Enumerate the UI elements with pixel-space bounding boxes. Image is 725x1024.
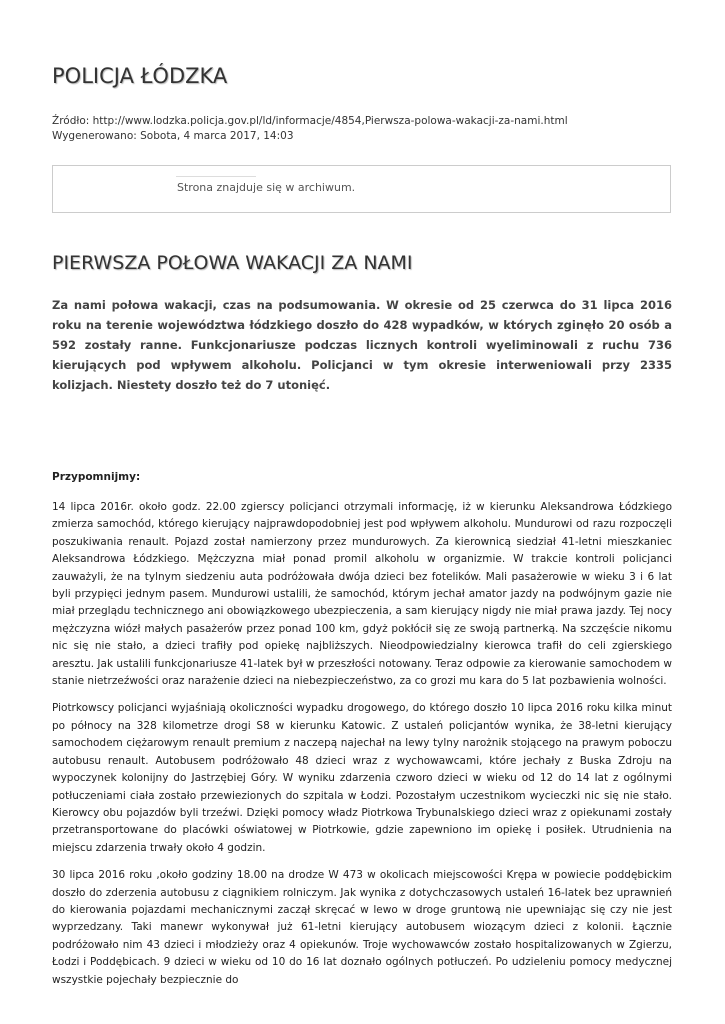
section-label: Przypomnijmy: [52, 471, 141, 483]
archive-notice-box [52, 165, 671, 213]
site-title: POLICJA ŁÓDZKA [52, 64, 228, 88]
archive-divider [176, 176, 256, 177]
body-paragraph: Piotrkowscy policjanci wyjaśniają okoliczności wypadku drogowego, do którego doszło 10 lipca 2016 roku kilka minut po północy na 328 kilometrze drogi S8 w kierunku Katowic. Z ustaleń policjantów wynika, że 38-letni kierujący samochodem ciężarowym renault premium z naczepą najechał na lewy tylny narożnik stojącego na prawym poboczu autobusu renault. Autobusem podróżowało 48 dzieci wraz z wychowawcami, które jechały z Buska Zdroju na wypoczynek kolonijny do Jastrzębiej Góry. W wyniku zdarzenia czworo dzieci w wieku od 12 do 14 lat z ogólnymi potłuczeniami ciała zostało przewiezionych do szpitala w Łodzi. Pozostałym uczestnikom wycieczki nic się nie stało. Kierowcy obu pojazdów byli trzeźwi. Dzięki pomocy władz Piotrkowa Trybunalskiego dzieci wraz z opiekunami zostały przetransportowane do placówki oświatowej w Piotrkowie, gdzie zapewniono im opiekę i posiłek. Utrudnienia na miejscu zdarzenia trwały około 4 godzin. [52, 702, 672, 854]
body-paragraph: 14 lipca 2016r. około godz. 22.00 zgierscy policjanci otrzymali informację, iż w kierunku Aleksandrowa Łódzkiego zmierza samochód, którego kierujący najprawdopodobniej jest pod wpływem alkoholu. Mundurowi od razu rozpoczęli poszukiwania renault. Pojazd został namierzony przez mundurowych. Za kierownicą siedział 41-letni mieszkaniec Aleksandrowa Łódzkiego. Mężczyzna miał ponad promil alkoholu w organizmie. W trakcie kontroli policjanci zauważyli, że na tylnym siedzeniu auta podróżowała dwója dzieci bez fotelików. Mali pasażerowie w wieku 3 i 6 lat byli przypięci jednym pasem. Mundurowi ustalili, że samochód, którym jechał amator jazdy na podwójnym gazie nie miał przeglądu technicznego ani obowiązkowego ubezpieczenia, a sam kierujący nigdy nie miał prawa jazdy. Tej nocy mężczyzna wiózł małych pasażerów przez ponad 100 km, gdyż pokłócił się ze swoją partnerką. Na szczęście nikomu nic się nie stało, a dzieci trafiły pod opiekę najbliższych. Nieodpowiedzialny kierowca trafił do celi zgierskiego aresztu. Jak ustalili funkcjonariusze 41-latek był w przeszłości notowany. Teraz odpowie za kierowanie samochodem w stanie nietrzeźwości oraz narażenie dzieci na niebezpieczeństwo, za co grozi mu kara do 5 lat pozbawienia wolności. [52, 501, 672, 688]
archive-notice-text: Strona znajduje się w archiwum. [177, 181, 356, 194]
article-body [52, 499, 672, 999]
generated-date: Wygenerowano: Sobota, 4 marca 2017, 14:03 [52, 130, 294, 142]
body-paragraph: 30 lipca 2016 roku ,około godziny 18.00 na drodze W 473 w okolicach miejscowości Krępa w powiecie poddębickim doszło do zderzenia autobusu z ciągnikiem rolniczym. Jak wynika z dotychczasowych ustaleń 16-latek bez uprawnień do kierowania pojazdami mechanicznymi zaczął skręcać w lewo w droge gruntową nie upewniając się czy nie jest wyprzedzany. Taki manewr wykonywał już 61-letni kierujący autobusem wiozącym dzieci z kolonii. Łącznie podróżowało nim 43 dzieci i młodzieży oraz 4 opiekunów. Troje wychowawców zostało hospitalizowanych w Zgierzu, Łodzi i Poddębicach. 9 dzieci w wieku od 10 do 16 lat doznało ogólnych potłuczeń. Po udzieleniu pomocy medycznej wszystkie pojechały bezpiecznie do [52, 869, 672, 986]
source-meta [52, 114, 568, 144]
article-lead: Za nami połowa wakacji, czas na podsumowania. W okresie od 25 czerwca do 31 lipca 2016 roku na terenie województwa łódzkiego doszło do 428 wypadków, w których zginęło 20 osób a 592 zostały ranne. Funkcjonariusze podczas licznych kontroli wyeliminowali z ruchu 736 kierujących pod wpływem alkoholu. Policjanci w tym okresie interweniowali przy 2335 kolizjach. Niestety doszło też do 7 utonięć. [52, 298, 672, 392]
source-url: Źródło: http://www.lodzka.policja.gov.pl/ld/informacje/4854,Pierwsza-polowa-wakacji-za-nami.html [52, 115, 568, 127]
article-title: PIERWSZA POŁOWA WAKACJI ZA NAMI [52, 252, 413, 274]
